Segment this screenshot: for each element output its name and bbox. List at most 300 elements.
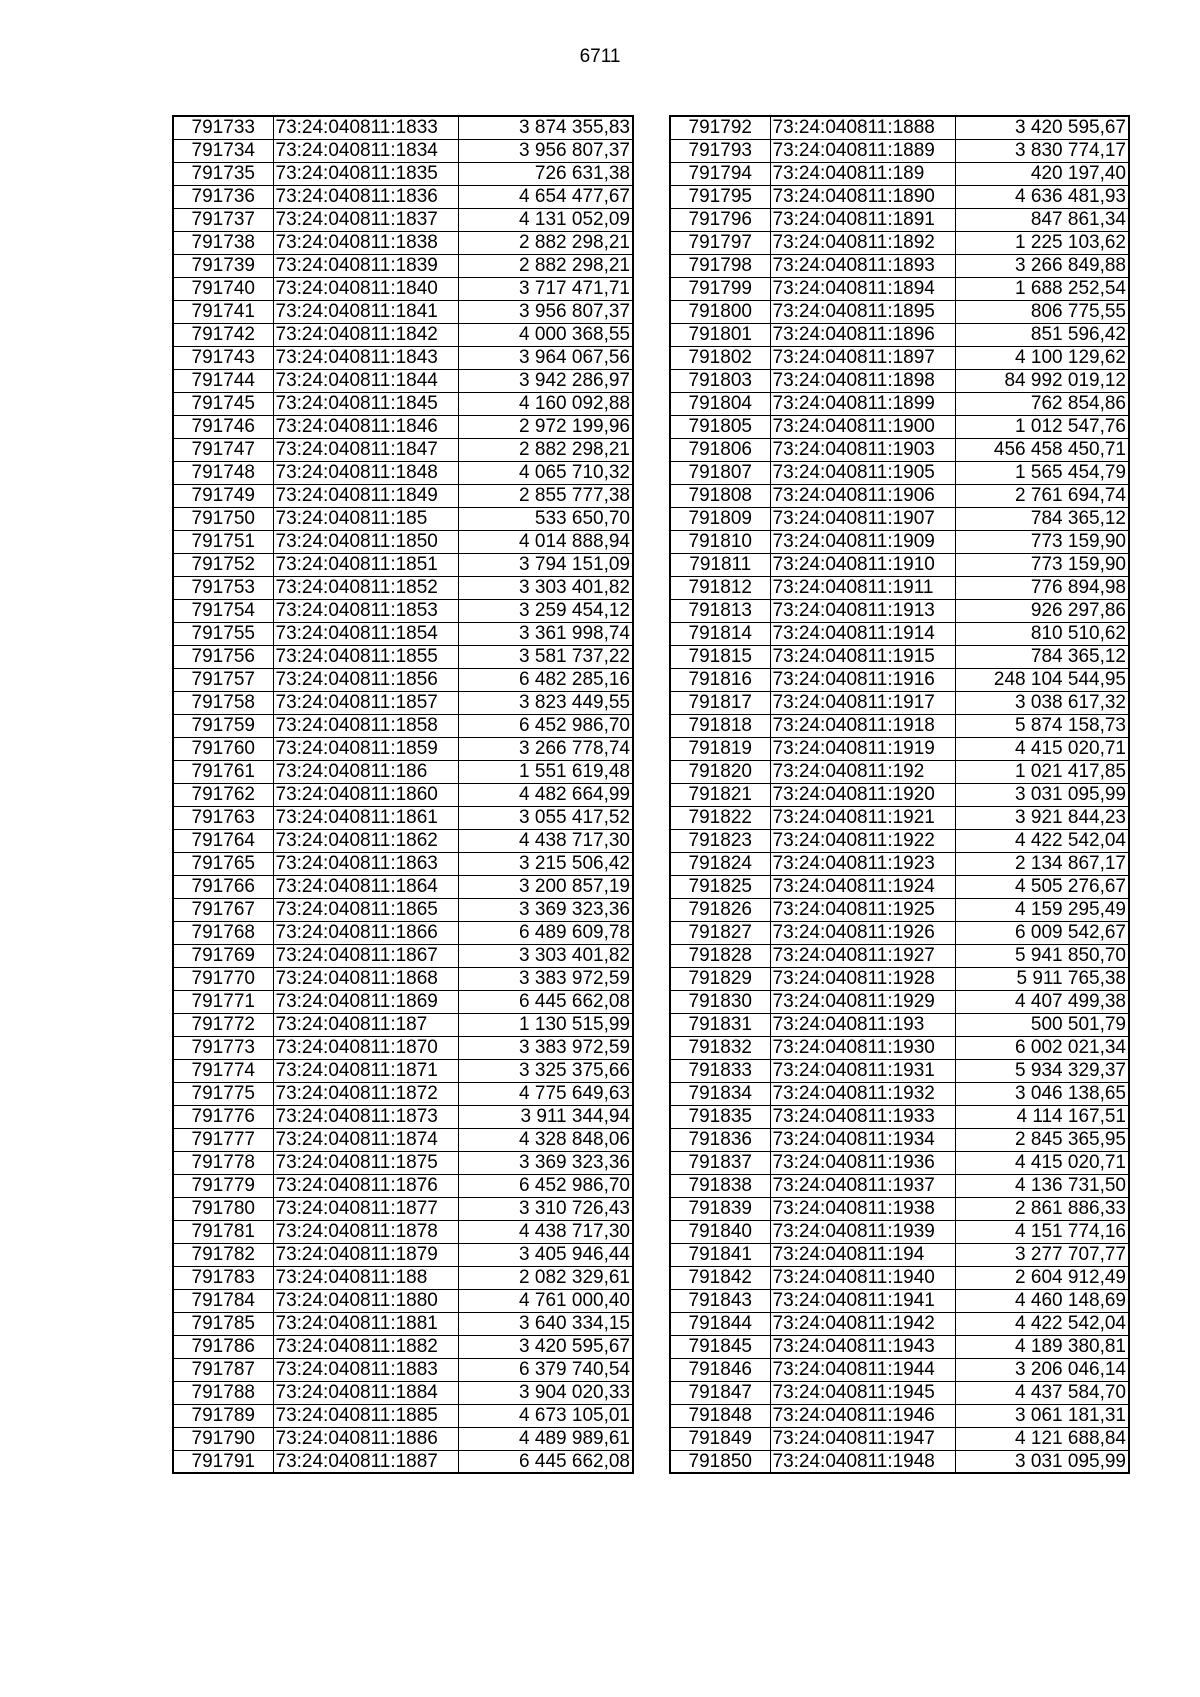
record-number-cell: 791767 bbox=[173, 898, 273, 921]
value-cell: 456 458 450,71 bbox=[955, 438, 1129, 461]
record-number-cell: 791758 bbox=[173, 691, 273, 714]
record-number-cell: 791817 bbox=[670, 691, 770, 714]
cadastral-number-cell: 73:24:040811:1844 bbox=[273, 369, 458, 392]
cadastral-number-cell: 73:24:040811:1922 bbox=[770, 829, 955, 852]
record-number-cell: 791805 bbox=[670, 415, 770, 438]
record-number-cell: 791762 bbox=[173, 783, 273, 806]
table-row bbox=[670, 208, 1129, 231]
value-cell: 847 861,34 bbox=[955, 208, 1129, 231]
cadastral-number-cell: 73:24:040811:1882 bbox=[273, 1335, 458, 1358]
value-cell: 4 636 481,93 bbox=[955, 185, 1129, 208]
table-row bbox=[173, 691, 633, 714]
cadastral-number-cell: 73:24:040811:1848 bbox=[273, 461, 458, 484]
cadastral-number-cell: 73:24:040811:1905 bbox=[770, 461, 955, 484]
table-row bbox=[173, 806, 633, 829]
cadastral-number-cell: 73:24:040811:1917 bbox=[770, 691, 955, 714]
table-row bbox=[670, 921, 1129, 944]
value-cell: 4 761 000,40 bbox=[458, 1289, 633, 1312]
cadastral-number-cell: 73:24:040811:1860 bbox=[273, 783, 458, 806]
value-cell: 3 310 726,43 bbox=[458, 1197, 633, 1220]
cadastral-number-cell: 73:24:040811:1933 bbox=[770, 1105, 955, 1128]
value-cell: 4 415 020,71 bbox=[955, 737, 1129, 760]
table-row bbox=[670, 139, 1129, 162]
record-number-cell: 791799 bbox=[670, 277, 770, 300]
value-cell: 6 445 662,08 bbox=[458, 990, 633, 1013]
table-row bbox=[173, 1427, 633, 1450]
value-cell: 4 100 129,62 bbox=[955, 346, 1129, 369]
record-number-cell: 791766 bbox=[173, 875, 273, 898]
table-row bbox=[173, 829, 633, 852]
record-number-cell: 791745 bbox=[173, 392, 273, 415]
table-row bbox=[173, 139, 633, 162]
table-row bbox=[670, 1059, 1129, 1082]
value-cell: 4 775 649,63 bbox=[458, 1082, 633, 1105]
record-number-cell: 791790 bbox=[173, 1427, 273, 1450]
value-cell: 776 894,98 bbox=[955, 576, 1129, 599]
cadastral-number-cell: 73:24:040811:1867 bbox=[273, 944, 458, 967]
value-cell: 3 956 807,37 bbox=[458, 139, 633, 162]
value-cell: 3 259 454,12 bbox=[458, 599, 633, 622]
cadastral-number-cell: 73:24:040811:1894 bbox=[770, 277, 955, 300]
record-number-cell: 791804 bbox=[670, 392, 770, 415]
table-row bbox=[670, 806, 1129, 829]
cadastral-number-cell: 73:24:040811:1837 bbox=[273, 208, 458, 231]
value-cell: 2 604 912,49 bbox=[955, 1266, 1129, 1289]
record-number-cell: 791779 bbox=[173, 1174, 273, 1197]
record-number-cell: 791775 bbox=[173, 1082, 273, 1105]
table-row bbox=[173, 1404, 633, 1427]
cadastral-number-cell: 73:24:040811:1862 bbox=[273, 829, 458, 852]
table-row bbox=[670, 1312, 1129, 1335]
cadastral-number-cell: 73:24:040811:1920 bbox=[770, 783, 955, 806]
record-number-cell: 791776 bbox=[173, 1105, 273, 1128]
cadastral-number-cell: 73:24:040811:1928 bbox=[770, 967, 955, 990]
table-row bbox=[670, 1197, 1129, 1220]
cadastral-number-cell: 73:24:040811:1898 bbox=[770, 369, 955, 392]
cadastral-number-cell: 73:24:040811:1925 bbox=[770, 898, 955, 921]
cadastral-number-cell: 73:24:040811:186 bbox=[273, 760, 458, 783]
cadastral-number-cell: 73:24:040811:1948 bbox=[770, 1450, 955, 1473]
value-cell: 3 823 449,55 bbox=[458, 691, 633, 714]
cadastral-number-cell: 73:24:040811:1850 bbox=[273, 530, 458, 553]
record-number-cell: 791811 bbox=[670, 553, 770, 576]
record-number-cell: 791815 bbox=[670, 645, 770, 668]
value-cell: 6 452 986,70 bbox=[458, 1174, 633, 1197]
cadastral-number-cell: 73:24:040811:1909 bbox=[770, 530, 955, 553]
record-number-cell: 791784 bbox=[173, 1289, 273, 1312]
value-cell: 1 130 515,99 bbox=[458, 1013, 633, 1036]
record-number-cell: 791740 bbox=[173, 277, 273, 300]
value-cell: 3 405 946,44 bbox=[458, 1243, 633, 1266]
record-number-cell: 791781 bbox=[173, 1220, 273, 1243]
record-number-cell: 791757 bbox=[173, 668, 273, 691]
value-cell: 810 510,62 bbox=[955, 622, 1129, 645]
cadastral-number-cell: 73:24:040811:1868 bbox=[273, 967, 458, 990]
cadastral-number-cell: 73:24:040811:1854 bbox=[273, 622, 458, 645]
record-number-cell: 791739 bbox=[173, 254, 273, 277]
table-row bbox=[670, 231, 1129, 254]
table-row bbox=[670, 323, 1129, 346]
record-number-cell: 791796 bbox=[670, 208, 770, 231]
cadastral-number-cell: 73:24:040811:1938 bbox=[770, 1197, 955, 1220]
table-row bbox=[173, 852, 633, 875]
cadastral-number-cell: 73:24:040811:1851 bbox=[273, 553, 458, 576]
value-cell: 2 761 694,74 bbox=[955, 484, 1129, 507]
cadastral-number-cell: 73:24:040811:1838 bbox=[273, 231, 458, 254]
table-row bbox=[670, 162, 1129, 185]
cadastral-number-cell: 73:24:040811:1926 bbox=[770, 921, 955, 944]
table-row bbox=[670, 116, 1129, 139]
cadastral-number-cell: 73:24:040811:1896 bbox=[770, 323, 955, 346]
cadastral-number-cell: 73:24:040811:1913 bbox=[770, 599, 955, 622]
record-number-cell: 791797 bbox=[670, 231, 770, 254]
cadastral-number-cell: 73:24:040811:1839 bbox=[273, 254, 458, 277]
value-cell: 3 581 737,22 bbox=[458, 645, 633, 668]
table-body bbox=[173, 116, 633, 1473]
table-row bbox=[173, 415, 633, 438]
table-row bbox=[670, 1289, 1129, 1312]
value-cell: 726 631,38 bbox=[458, 162, 633, 185]
record-number-cell: 791806 bbox=[670, 438, 770, 461]
record-number-cell: 791760 bbox=[173, 737, 273, 760]
value-cell: 3 874 355,83 bbox=[458, 116, 633, 139]
record-number-cell: 791756 bbox=[173, 645, 273, 668]
cadastral-number-cell: 73:24:040811:1833 bbox=[273, 116, 458, 139]
value-cell: 84 992 019,12 bbox=[955, 369, 1129, 392]
record-number-cell: 791847 bbox=[670, 1381, 770, 1404]
value-cell: 5 911 765,38 bbox=[955, 967, 1129, 990]
record-number-cell: 791744 bbox=[173, 369, 273, 392]
value-cell: 1 565 454,79 bbox=[955, 461, 1129, 484]
cadastral-number-cell: 73:24:040811:1879 bbox=[273, 1243, 458, 1266]
cadastral-number-cell: 73:24:040811:1873 bbox=[273, 1105, 458, 1128]
record-number-cell: 791842 bbox=[670, 1266, 770, 1289]
record-number-cell: 791816 bbox=[670, 668, 770, 691]
cadastral-number-cell: 73:24:040811:189 bbox=[770, 162, 955, 185]
cadastral-number-cell: 73:24:040811:188 bbox=[273, 1266, 458, 1289]
cadastral-number-cell: 73:24:040811:1893 bbox=[770, 254, 955, 277]
value-cell: 4 482 664,99 bbox=[458, 783, 633, 806]
table-row bbox=[670, 461, 1129, 484]
table-row bbox=[173, 507, 633, 530]
table-row bbox=[173, 277, 633, 300]
table-row bbox=[670, 530, 1129, 553]
value-cell: 3 420 595,67 bbox=[458, 1335, 633, 1358]
cadastral-number-cell: 73:24:040811:1888 bbox=[770, 116, 955, 139]
record-number-cell: 791737 bbox=[173, 208, 273, 231]
cadastral-number-cell: 73:24:040811:1929 bbox=[770, 990, 955, 1013]
record-number-cell: 791838 bbox=[670, 1174, 770, 1197]
cadastral-number-cell: 73:24:040811:1875 bbox=[273, 1151, 458, 1174]
value-cell: 2 134 867,17 bbox=[955, 852, 1129, 875]
cadastral-number-cell: 73:24:040811:1895 bbox=[770, 300, 955, 323]
cadastral-number-cell: 73:24:040811:1855 bbox=[273, 645, 458, 668]
table-row bbox=[670, 185, 1129, 208]
cadastral-number-cell: 73:24:040811:1899 bbox=[770, 392, 955, 415]
cadastral-number-cell: 73:24:040811:1930 bbox=[770, 1036, 955, 1059]
table-row bbox=[173, 875, 633, 898]
value-cell: 762 854,86 bbox=[955, 392, 1129, 415]
record-number-cell: 791834 bbox=[670, 1082, 770, 1105]
record-number-cell: 791783 bbox=[173, 1266, 273, 1289]
cadastral-number-cell: 73:24:040811:1916 bbox=[770, 668, 955, 691]
cadastral-number-cell: 73:24:040811:1880 bbox=[273, 1289, 458, 1312]
cadastral-number-cell: 73:24:040811:1876 bbox=[273, 1174, 458, 1197]
cadastral-number-cell: 73:24:040811:1911 bbox=[770, 576, 955, 599]
cadastral-number-cell: 73:24:040811:1858 bbox=[273, 714, 458, 737]
cadastral-number-cell: 73:24:040811:1892 bbox=[770, 231, 955, 254]
value-cell: 851 596,42 bbox=[955, 323, 1129, 346]
value-cell: 4 114 167,51 bbox=[955, 1105, 1129, 1128]
table-row bbox=[173, 1450, 633, 1473]
table-row bbox=[670, 783, 1129, 806]
table-row bbox=[670, 254, 1129, 277]
table-row bbox=[670, 645, 1129, 668]
table-row bbox=[670, 1220, 1129, 1243]
table-row bbox=[173, 599, 633, 622]
record-number-cell: 791818 bbox=[670, 714, 770, 737]
table-row bbox=[670, 369, 1129, 392]
table-row bbox=[670, 392, 1129, 415]
cadastral-number-cell: 73:24:040811:1874 bbox=[273, 1128, 458, 1151]
record-number-cell: 791810 bbox=[670, 530, 770, 553]
record-number-cell: 791849 bbox=[670, 1427, 770, 1450]
value-cell: 806 775,55 bbox=[955, 300, 1129, 323]
cadastral-number-cell: 73:24:040811:1866 bbox=[273, 921, 458, 944]
record-number-cell: 791846 bbox=[670, 1358, 770, 1381]
table-row bbox=[173, 392, 633, 415]
value-cell: 1 012 547,76 bbox=[955, 415, 1129, 438]
record-number-cell: 791746 bbox=[173, 415, 273, 438]
table-row bbox=[670, 1335, 1129, 1358]
cadastral-number-cell: 73:24:040811:1881 bbox=[273, 1312, 458, 1335]
cadastral-number-cell: 73:24:040811:1871 bbox=[273, 1059, 458, 1082]
value-cell: 3 200 857,19 bbox=[458, 875, 633, 898]
value-cell: 2 882 298,21 bbox=[458, 438, 633, 461]
cadastral-number-cell: 73:24:040811:1884 bbox=[273, 1381, 458, 1404]
value-cell: 3 266 849,88 bbox=[955, 254, 1129, 277]
value-cell: 926 297,86 bbox=[955, 599, 1129, 622]
table-row bbox=[173, 185, 633, 208]
value-cell: 784 365,12 bbox=[955, 507, 1129, 530]
cadastral-number-cell: 73:24:040811:1857 bbox=[273, 691, 458, 714]
table-row bbox=[173, 461, 633, 484]
cadastral-number-cell: 73:24:040811:1897 bbox=[770, 346, 955, 369]
table-row bbox=[173, 1289, 633, 1312]
cadastral-number-cell: 73:24:040811:1923 bbox=[770, 852, 955, 875]
record-number-cell: 791825 bbox=[670, 875, 770, 898]
value-cell: 4 000 368,55 bbox=[458, 323, 633, 346]
value-cell: 3 303 401,82 bbox=[458, 576, 633, 599]
record-number-cell: 791840 bbox=[670, 1220, 770, 1243]
record-number-cell: 791823 bbox=[670, 829, 770, 852]
value-cell: 2 855 777,38 bbox=[458, 484, 633, 507]
cadastral-number-cell: 73:24:040811:192 bbox=[770, 760, 955, 783]
record-number-cell: 791808 bbox=[670, 484, 770, 507]
table-row bbox=[670, 967, 1129, 990]
value-cell: 3 303 401,82 bbox=[458, 944, 633, 967]
table-row bbox=[670, 1427, 1129, 1450]
record-number-cell: 791749 bbox=[173, 484, 273, 507]
table-row bbox=[173, 162, 633, 185]
cadastral-number-cell: 73:24:040811:1846 bbox=[273, 415, 458, 438]
table-row bbox=[173, 369, 633, 392]
cadastral-number-cell: 73:24:040811:1934 bbox=[770, 1128, 955, 1151]
cadastral-number-cell: 73:24:040811:1886 bbox=[273, 1427, 458, 1450]
record-number-cell: 791837 bbox=[670, 1151, 770, 1174]
cadastral-number-cell: 73:24:040811:1889 bbox=[770, 139, 955, 162]
table-row bbox=[173, 1151, 633, 1174]
table-row bbox=[670, 1013, 1129, 1036]
table-row bbox=[670, 484, 1129, 507]
value-cell: 3 420 595,67 bbox=[955, 116, 1129, 139]
table-row bbox=[670, 737, 1129, 760]
table-row bbox=[173, 668, 633, 691]
record-number-cell: 791835 bbox=[670, 1105, 770, 1128]
cadastral-number-cell: 73:24:040811:1941 bbox=[770, 1289, 955, 1312]
value-cell: 3 956 807,37 bbox=[458, 300, 633, 323]
record-number-cell: 791833 bbox=[670, 1059, 770, 1082]
cadastral-number-cell: 73:24:040811:1942 bbox=[770, 1312, 955, 1335]
cadastral-number-cell: 73:24:040811:1872 bbox=[273, 1082, 458, 1105]
table-row bbox=[173, 783, 633, 806]
record-number-cell: 791801 bbox=[670, 323, 770, 346]
value-cell: 2 845 365,95 bbox=[955, 1128, 1129, 1151]
cadastral-number-cell: 73:24:040811:1842 bbox=[273, 323, 458, 346]
value-cell: 3 942 286,97 bbox=[458, 369, 633, 392]
record-number-cell: 791761 bbox=[173, 760, 273, 783]
record-number-cell: 791773 bbox=[173, 1036, 273, 1059]
cadastral-number-cell: 73:24:040811:1932 bbox=[770, 1082, 955, 1105]
value-cell: 6 379 740,54 bbox=[458, 1358, 633, 1381]
value-cell: 5 874 158,73 bbox=[955, 714, 1129, 737]
cadastral-number-cell: 73:24:040811:1914 bbox=[770, 622, 955, 645]
record-number-cell: 791848 bbox=[670, 1404, 770, 1427]
cadastral-number-cell: 73:24:040811:1877 bbox=[273, 1197, 458, 1220]
record-number-cell: 791800 bbox=[670, 300, 770, 323]
value-cell: 3 383 972,59 bbox=[458, 1036, 633, 1059]
value-cell: 3 904 020,33 bbox=[458, 1381, 633, 1404]
table-row bbox=[670, 1082, 1129, 1105]
value-cell: 2 882 298,21 bbox=[458, 254, 633, 277]
record-number-cell: 791845 bbox=[670, 1335, 770, 1358]
record-number-cell: 791769 bbox=[173, 944, 273, 967]
value-cell: 4 131 052,09 bbox=[458, 208, 633, 231]
table-row bbox=[173, 1174, 633, 1197]
cadastral-number-cell: 73:24:040811:1891 bbox=[770, 208, 955, 231]
cadastral-number-cell: 73:24:040811:1907 bbox=[770, 507, 955, 530]
value-cell: 4 654 477,67 bbox=[458, 185, 633, 208]
record-number-cell: 791755 bbox=[173, 622, 273, 645]
value-cell: 3 031 095,99 bbox=[955, 783, 1129, 806]
record-number-cell: 791787 bbox=[173, 1358, 273, 1381]
cadastral-number-cell: 73:24:040811:1915 bbox=[770, 645, 955, 668]
record-number-cell: 791791 bbox=[173, 1450, 273, 1473]
table-row bbox=[670, 1128, 1129, 1151]
value-cell: 3 369 323,36 bbox=[458, 1151, 633, 1174]
table-row bbox=[173, 1059, 633, 1082]
table-row bbox=[670, 438, 1129, 461]
value-cell: 4 505 276,67 bbox=[955, 875, 1129, 898]
cadastral-number-cell: 73:24:040811:1859 bbox=[273, 737, 458, 760]
value-cell: 500 501,79 bbox=[955, 1013, 1129, 1036]
cadastral-number-cell: 73:24:040811:1878 bbox=[273, 1220, 458, 1243]
cadastral-number-cell: 73:24:040811:1921 bbox=[770, 806, 955, 829]
cadastral-number-cell: 73:24:040811:1853 bbox=[273, 599, 458, 622]
table-row bbox=[173, 898, 633, 921]
value-cell: 4 673 105,01 bbox=[458, 1404, 633, 1427]
table-row bbox=[173, 1381, 633, 1404]
value-cell: 420 197,40 bbox=[955, 162, 1129, 185]
cadastral-number-cell: 73:24:040811:1927 bbox=[770, 944, 955, 967]
table-row bbox=[670, 714, 1129, 737]
cadastral-number-cell: 73:24:040811:1835 bbox=[273, 162, 458, 185]
table-row bbox=[670, 852, 1129, 875]
value-cell: 3 061 181,31 bbox=[955, 1404, 1129, 1427]
value-cell: 1 021 417,85 bbox=[955, 760, 1129, 783]
record-number-cell: 791828 bbox=[670, 944, 770, 967]
table-row bbox=[173, 553, 633, 576]
value-cell: 4 121 688,84 bbox=[955, 1427, 1129, 1450]
table-row bbox=[670, 1450, 1129, 1473]
record-number-cell: 791753 bbox=[173, 576, 273, 599]
value-cell: 3 031 095,99 bbox=[955, 1450, 1129, 1473]
cadastral-number-cell: 73:24:040811:1836 bbox=[273, 185, 458, 208]
record-number-cell: 791794 bbox=[670, 162, 770, 185]
record-number-cell: 791793 bbox=[670, 139, 770, 162]
value-cell: 4 460 148,69 bbox=[955, 1289, 1129, 1312]
value-cell: 248 104 544,95 bbox=[955, 668, 1129, 691]
table-row bbox=[670, 300, 1129, 323]
record-number-cell: 791743 bbox=[173, 346, 273, 369]
table-row bbox=[173, 622, 633, 645]
table-body bbox=[670, 116, 1129, 1473]
value-cell: 3 369 323,36 bbox=[458, 898, 633, 921]
table-row bbox=[173, 530, 633, 553]
cadastral-number-cell: 73:24:040811:1856 bbox=[273, 668, 458, 691]
record-number-cell: 791836 bbox=[670, 1128, 770, 1151]
record-number-cell: 791735 bbox=[173, 162, 273, 185]
table-row bbox=[670, 622, 1129, 645]
record-number-cell: 791841 bbox=[670, 1243, 770, 1266]
cadastral-number-cell: 73:24:040811:1918 bbox=[770, 714, 955, 737]
cadastral-number-cell: 73:24:040811:1845 bbox=[273, 392, 458, 415]
record-number-cell: 791813 bbox=[670, 599, 770, 622]
record-number-cell: 791754 bbox=[173, 599, 273, 622]
record-number-cell: 791778 bbox=[173, 1151, 273, 1174]
value-cell: 4 422 542,04 bbox=[955, 829, 1129, 852]
value-cell: 2 861 886,33 bbox=[955, 1197, 1129, 1220]
record-number-cell: 791822 bbox=[670, 806, 770, 829]
value-cell: 3 277 707,77 bbox=[955, 1243, 1129, 1266]
table-row bbox=[173, 1220, 633, 1243]
value-cell: 4 151 774,16 bbox=[955, 1220, 1129, 1243]
cadastral-number-cell: 73:24:040811:1885 bbox=[273, 1404, 458, 1427]
value-cell: 2 972 199,96 bbox=[458, 415, 633, 438]
table-row bbox=[670, 829, 1129, 852]
table-row bbox=[173, 208, 633, 231]
value-cell: 533 650,70 bbox=[458, 507, 633, 530]
record-number-cell: 791751 bbox=[173, 530, 273, 553]
cadastral-number-cell: 73:24:040811:1834 bbox=[273, 139, 458, 162]
record-number-cell: 791765 bbox=[173, 852, 273, 875]
table-row bbox=[173, 576, 633, 599]
record-number-cell: 791803 bbox=[670, 369, 770, 392]
value-cell: 3 325 375,66 bbox=[458, 1059, 633, 1082]
cadastral-number-cell: 73:24:040811:1863 bbox=[273, 852, 458, 875]
record-number-cell: 791843 bbox=[670, 1289, 770, 1312]
cadastral-number-cell: 73:24:040811:1900 bbox=[770, 415, 955, 438]
